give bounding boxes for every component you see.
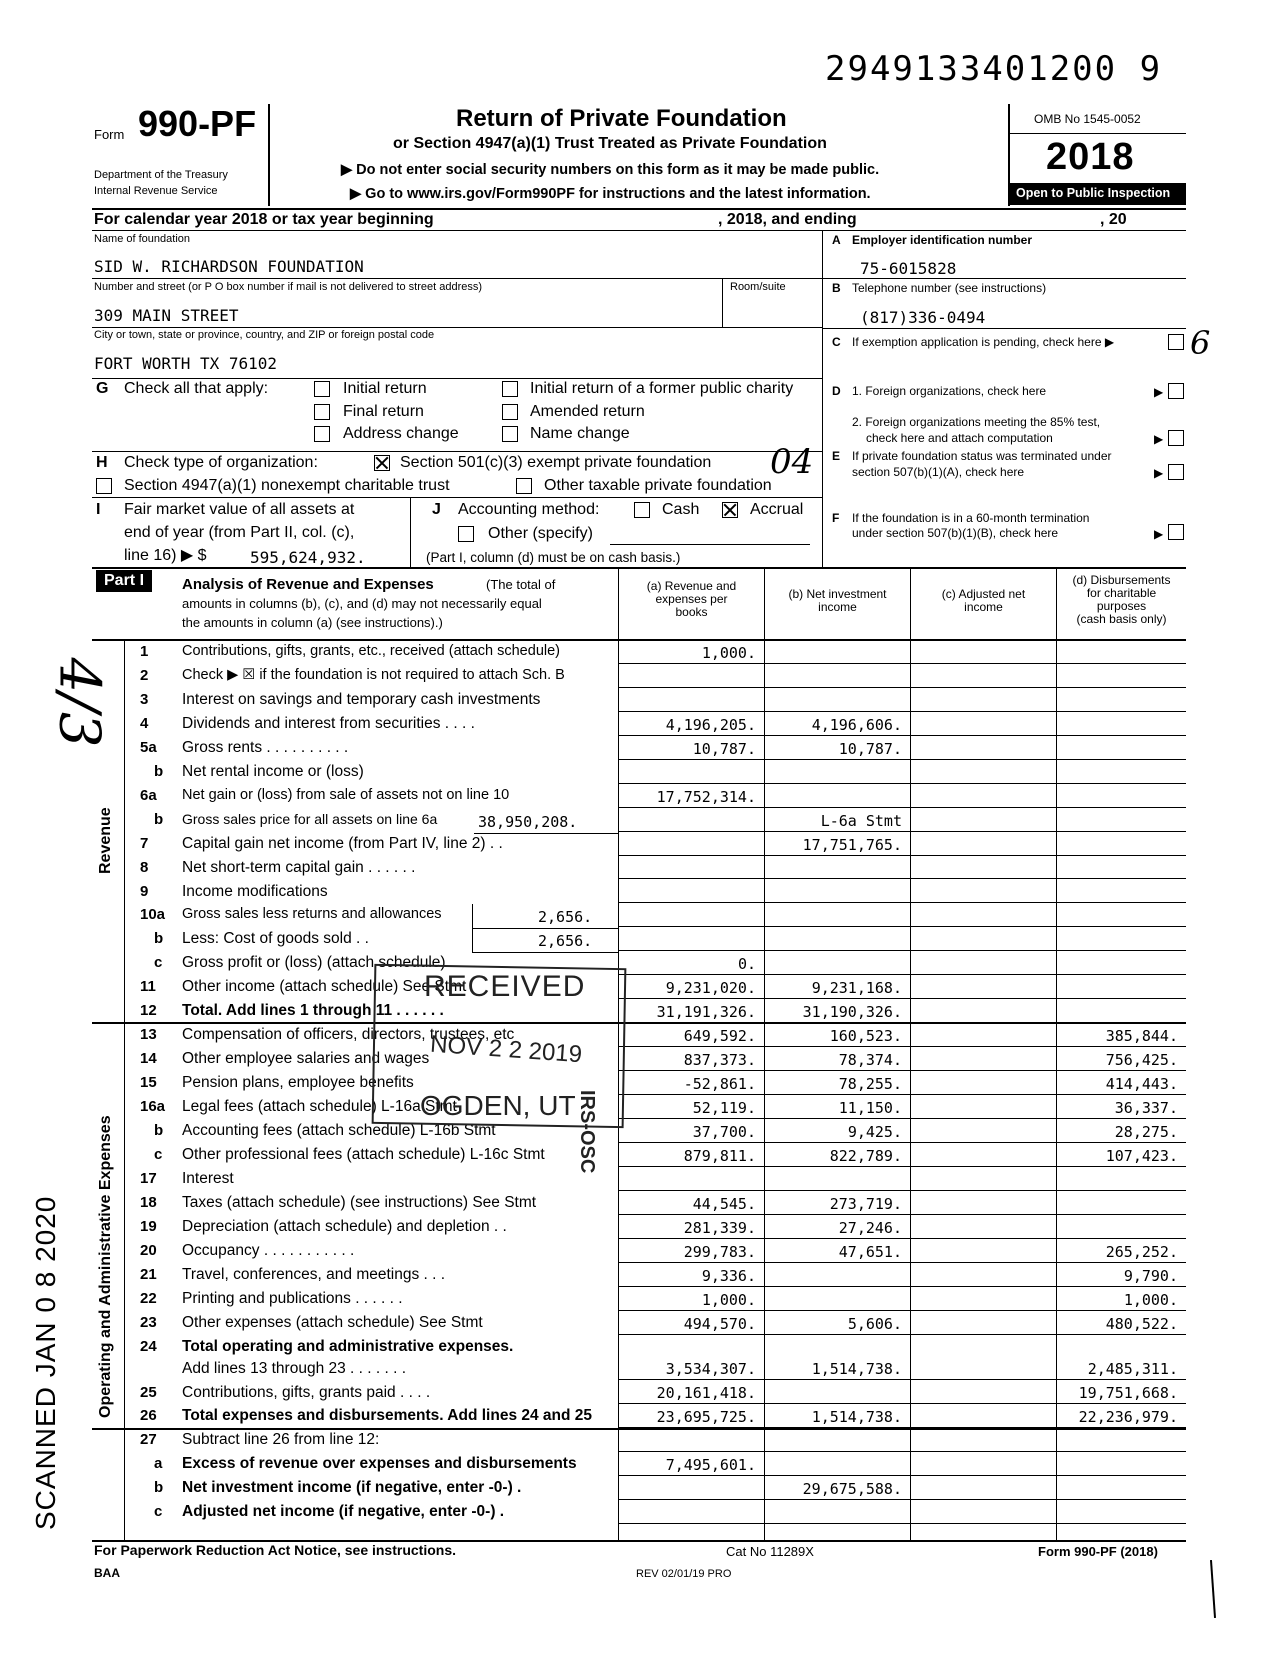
row-label: Excess of revenue over expenses and disbursements bbox=[182, 1455, 577, 1473]
row-label: Pension plans, employee benefits bbox=[182, 1074, 414, 1092]
table-row bbox=[0, 1167, 1280, 1191]
row-label: Net rental income or (loss) bbox=[182, 762, 364, 780]
row-number: 8 bbox=[140, 858, 149, 876]
ein-letter: A bbox=[832, 233, 841, 247]
cell-col-a: 281,339. bbox=[683, 1218, 756, 1237]
cell-col-a: 1,000. bbox=[701, 643, 756, 662]
row-number: 23 bbox=[140, 1313, 157, 1331]
g-letter: G bbox=[96, 380, 109, 397]
cell-col-b: L-6a Stmt bbox=[820, 811, 902, 830]
foreign-85-label-2: check here and attach computation bbox=[866, 431, 1053, 445]
cell-col-a: 23,695,725. bbox=[656, 1408, 756, 1427]
cell-col-a: 9,336. bbox=[701, 1266, 756, 1285]
row-number: c bbox=[154, 1145, 163, 1163]
name-of-foundation-label: Name of foundation bbox=[94, 233, 191, 245]
row-number: b bbox=[154, 930, 164, 948]
table-row bbox=[0, 856, 1280, 880]
exemption-pending-checkbox[interactable] bbox=[1168, 334, 1184, 350]
row-number: 27 bbox=[140, 1431, 157, 1449]
cell-col-a: 7,495,601. bbox=[665, 1456, 756, 1475]
cell-col-b: 160,523. bbox=[829, 1027, 902, 1046]
table-row bbox=[0, 975, 1280, 999]
foreign-org-label: 1. Foreign organizations, check here bbox=[852, 384, 1047, 398]
table-row bbox=[0, 1476, 1280, 1500]
row-number: 12 bbox=[140, 1002, 157, 1020]
catalog-number: Cat No 11289X bbox=[726, 1544, 814, 1559]
other-method-label: Other (specify) bbox=[488, 525, 593, 542]
calendar-year-end: , 20 bbox=[1100, 211, 1127, 228]
initial-former-label: Initial return of a former public charity bbox=[530, 380, 794, 397]
accrual-label: Accrual bbox=[750, 501, 804, 518]
cell-col-a: 0. bbox=[737, 955, 756, 974]
row-label: Check ▶ ☒ if the foundation is not required to attach Sch. B bbox=[182, 666, 565, 683]
omb-number: OMB No 1545-0052 bbox=[1034, 112, 1141, 126]
foreign-85-label-1: 2. Foreign organizations meeting the 85% test, bbox=[852, 415, 1101, 429]
row-number: 5a bbox=[140, 738, 157, 756]
row-number: c bbox=[154, 1503, 163, 1521]
f-arrow: ▶ bbox=[1154, 527, 1164, 541]
cell-col-b: 273,719. bbox=[829, 1194, 902, 1213]
row-label: Depreciation (attach schedule) and depletion . . bbox=[182, 1217, 507, 1235]
table-row bbox=[0, 1428, 1280, 1452]
ein-value: 75-6015828 bbox=[860, 259, 957, 278]
table-row bbox=[0, 688, 1280, 712]
cell-col-d: 480,522. bbox=[1105, 1314, 1178, 1333]
received-stamp-ogden: OGDEN, UT bbox=[420, 1090, 576, 1121]
part-i-desc-1: (The total of bbox=[486, 577, 556, 592]
row-number: 10a bbox=[140, 906, 166, 924]
row-number: 1 bbox=[140, 643, 149, 660]
table-row bbox=[0, 784, 1280, 808]
row-number: 15 bbox=[140, 1074, 157, 1092]
row-label: Net short-term capital gain . . . . . . bbox=[182, 858, 416, 876]
sixty-month-checkbox[interactable] bbox=[1168, 524, 1184, 540]
address-change-label: Address change bbox=[343, 425, 459, 442]
row-label: Gross profit or (loss) (attach schedule) bbox=[182, 954, 446, 972]
city-label: City or town, state or province, country, and ZIP or foreign postal code bbox=[94, 329, 435, 341]
c-letter: C bbox=[832, 335, 841, 349]
cell-col-a: 20,161,418. bbox=[656, 1384, 756, 1403]
row-label: Gross rents . . . . . . . . . . bbox=[182, 738, 349, 756]
cell-col-b: 11,150. bbox=[838, 1098, 902, 1117]
table-row bbox=[0, 1452, 1280, 1476]
cell-col-b: 1,514,738. bbox=[811, 1360, 902, 1379]
table-row bbox=[0, 640, 1280, 664]
cell-col-d: 9,790. bbox=[1123, 1266, 1178, 1285]
city-state-zip: FORT WORTH TX 76102 bbox=[94, 354, 278, 373]
e-arrow: ▶ bbox=[1154, 466, 1164, 480]
e-letter: E bbox=[832, 449, 841, 463]
cell-col-a: 879,811. bbox=[683, 1146, 756, 1165]
table-row bbox=[0, 1215, 1280, 1239]
table-row bbox=[0, 999, 1280, 1023]
row-label-continued: Add lines 13 through 23 . . . . . . . bbox=[182, 1359, 407, 1377]
col-b-header: (b) Net investment income bbox=[788, 587, 887, 614]
cell-col-d: 385,844. bbox=[1105, 1027, 1178, 1046]
final-return-label: Final return bbox=[343, 403, 424, 420]
scanned-stamp: SCANNED JAN 0 8 2020 bbox=[30, 1195, 61, 1530]
part-i-tag: Part I bbox=[96, 570, 152, 592]
cell-col-b: 27,246. bbox=[838, 1218, 902, 1237]
row-label: Taxes (attach schedule) (see instructions) See Stmt bbox=[182, 1193, 537, 1211]
row-number: 19 bbox=[140, 1217, 157, 1235]
initial-return-checkbox[interactable] bbox=[314, 381, 330, 397]
col-c-header: (c) Adjusted net income bbox=[941, 587, 1026, 614]
cell-col-d: 756,425. bbox=[1105, 1051, 1178, 1070]
cell-col-b: 47,651. bbox=[838, 1242, 902, 1261]
initial-return-label: Initial return bbox=[343, 380, 427, 397]
sixty-month-label-1: If the foundation is in a 60-month termination bbox=[852, 511, 1090, 525]
section-501c3-label: Section 501(c)(3) exempt private foundation bbox=[400, 454, 712, 471]
h-label: Check type of organization: bbox=[124, 454, 318, 471]
accrual-checkbox[interactable] bbox=[722, 502, 738, 518]
row-number: 13 bbox=[140, 1026, 157, 1044]
instructions-notice: ▶ Go to www.irs.gov/Form990PF for instructions and the latest information. bbox=[350, 186, 871, 202]
cash-checkbox[interactable] bbox=[634, 502, 650, 518]
exemption-pending-label: If exemption application is pending, check here ▶ bbox=[852, 335, 1115, 349]
section-501c3-checkbox[interactable] bbox=[374, 455, 390, 471]
cell-col-b: 10,787. bbox=[838, 739, 902, 758]
table-row bbox=[0, 903, 1280, 927]
table-row bbox=[0, 1381, 1280, 1405]
col-a-header: (a) Revenue and expenses per books bbox=[646, 579, 737, 619]
row-label: Occupancy . . . . . . . . . . . bbox=[182, 1241, 355, 1259]
phone-label: Telephone number (see instructions) bbox=[852, 281, 1047, 295]
phone-letter: B bbox=[832, 281, 841, 295]
received-stamp-text: RECEIVED bbox=[424, 970, 586, 1003]
row-label: Printing and publications . . . . . . bbox=[182, 1289, 403, 1307]
row-label: Contributions, gifts, grants, etc., received (attach schedule) bbox=[182, 643, 560, 659]
row-label: Legal fees (attach schedule) L-16a Stmt bbox=[182, 1098, 457, 1116]
cell-col-d: 36,337. bbox=[1114, 1098, 1178, 1117]
cell-col-a: 10,787. bbox=[692, 739, 756, 758]
address-change-checkbox[interactable] bbox=[314, 426, 330, 442]
irs-osc-stamp: IRS-OSC bbox=[576, 1090, 598, 1174]
baa-label: BAA bbox=[94, 1566, 120, 1580]
cell-col-b: 1,514,738. bbox=[811, 1408, 902, 1427]
table-row bbox=[0, 808, 1280, 832]
row-number: 2 bbox=[140, 666, 149, 684]
row-number: b bbox=[154, 1479, 164, 1497]
cell-col-a: 299,783. bbox=[683, 1242, 756, 1261]
cash-basis-note: (Part I, column (d) must be on cash basis.) bbox=[426, 550, 681, 565]
document-locator-number: 2949133401200 9 bbox=[825, 49, 1163, 89]
table-row bbox=[0, 1047, 1280, 1071]
cell-col-d: 107,423. bbox=[1105, 1146, 1178, 1165]
row-label: Less: Cost of goods sold . . bbox=[182, 930, 369, 948]
table-row bbox=[0, 1287, 1280, 1311]
cell-col-b: 5,606. bbox=[847, 1314, 902, 1333]
table-row bbox=[0, 1095, 1280, 1119]
cell-col-d: 1,000. bbox=[1123, 1290, 1178, 1309]
row-label: Gross sales price for all assets on line 6a bbox=[182, 810, 438, 827]
status-terminated-checkbox[interactable] bbox=[1168, 464, 1184, 480]
status-terminated-label-2: section 507(b)(1)(A), check here bbox=[852, 465, 1025, 479]
cell-col-b: 78,374. bbox=[838, 1051, 902, 1070]
table-row bbox=[0, 880, 1280, 904]
cell-col-a: 9,231,020. bbox=[665, 979, 756, 998]
row-number: 26 bbox=[140, 1407, 157, 1425]
phone-value: (817)336-0494 bbox=[860, 308, 986, 327]
d2-arrow: ▶ bbox=[1154, 432, 1164, 446]
cell-col-b: 29,675,588. bbox=[802, 1480, 902, 1499]
row-label: Other expenses (attach schedule) See Stmt bbox=[182, 1313, 483, 1331]
cell-col-b: 78,255. bbox=[838, 1075, 902, 1094]
table-row bbox=[0, 927, 1280, 951]
cell-col-a: 52,119. bbox=[692, 1098, 756, 1117]
name-change-label: Name change bbox=[530, 425, 630, 442]
table-row bbox=[0, 1239, 1280, 1263]
row-label: Other employee salaries and wages bbox=[182, 1050, 430, 1068]
table-row bbox=[0, 1191, 1280, 1215]
final-return-checkbox[interactable] bbox=[314, 404, 330, 420]
fmv-label-1: Fair market value of all assets at bbox=[124, 501, 355, 518]
row-label: Interest on savings and temporary cash investments bbox=[182, 690, 541, 708]
fmv-label-2: end of year (from Part II, col. (c), bbox=[124, 524, 355, 541]
table-row bbox=[0, 1023, 1280, 1047]
cell-col-d: 414,443. bbox=[1105, 1075, 1178, 1094]
line-10a-value: 2,656. bbox=[538, 908, 593, 926]
row-number: 21 bbox=[140, 1265, 157, 1283]
j-letter: J bbox=[432, 501, 441, 518]
row-label: Subtract line 26 from line 12: bbox=[182, 1431, 380, 1449]
cell-col-a: 44,545. bbox=[692, 1194, 756, 1213]
cell-col-b: 17,751,765. bbox=[802, 835, 902, 854]
cell-col-b: 9,231,168. bbox=[811, 979, 902, 998]
row-number: 14 bbox=[140, 1050, 157, 1068]
row-number: 9 bbox=[140, 882, 149, 900]
table-row bbox=[0, 1263, 1280, 1287]
row-label: Capital gain net income (from Part IV, line 2) . . bbox=[182, 834, 503, 852]
calendar-year-mid: , 2018, and ending bbox=[718, 211, 857, 228]
cell-col-a: 31,191,326. bbox=[656, 1003, 756, 1022]
foundation-name: SID W. RICHARDSON FOUNDATION bbox=[94, 257, 364, 276]
cell-col-b: 822,789. bbox=[829, 1146, 902, 1165]
cell-col-b: 4,196,606. bbox=[811, 715, 902, 734]
revision-label: REV 02/01/19 PRO bbox=[636, 1568, 732, 1580]
row-label: Net investment income (if negative, enter -0-) . bbox=[182, 1479, 522, 1497]
row-number: 17 bbox=[140, 1169, 157, 1187]
street-address: 309 MAIN STREET bbox=[94, 306, 239, 325]
amended-return-checkbox[interactable] bbox=[502, 404, 518, 420]
table-row bbox=[0, 1119, 1280, 1143]
cell-col-d: 265,252. bbox=[1105, 1242, 1178, 1261]
row-label: Adjusted net income (if negative, enter -0-) . bbox=[182, 1503, 505, 1521]
row-label: Compensation of officers, directors, trustees, etc bbox=[182, 1026, 515, 1044]
expenses-side-label: Operating and Administrative Expenses bbox=[97, 1115, 114, 1418]
row-number: b bbox=[154, 1122, 164, 1139]
cell-col-b: 9,425. bbox=[847, 1122, 902, 1141]
cell-col-d: 28,275. bbox=[1114, 1122, 1178, 1141]
status-terminated-label-1: If private foundation status was terminated under bbox=[852, 449, 1112, 463]
handwritten-413: 4/3 bbox=[46, 657, 112, 748]
paperwork-notice: For Paperwork Reduction Act Notice, see instructions. bbox=[94, 1542, 456, 1558]
department-label: Department of the Treasury bbox=[94, 169, 228, 181]
tax-year: 2018 bbox=[1046, 136, 1135, 178]
row-number: 4 bbox=[140, 714, 149, 732]
gross-sales-6b: 38,950,208. bbox=[478, 813, 578, 831]
fmv-label-3: line 16) ▶ $ bbox=[124, 547, 207, 564]
table-row bbox=[0, 1500, 1280, 1524]
row-label: Income modifications bbox=[182, 882, 328, 900]
part-i-title: Analysis of Revenue and Expenses bbox=[182, 576, 434, 593]
initial-former-checkbox[interactable] bbox=[502, 381, 518, 397]
row-label: Interest bbox=[182, 1169, 234, 1187]
section-4947-checkbox[interactable] bbox=[96, 478, 112, 494]
row-number: 25 bbox=[140, 1383, 157, 1401]
col-d-header: (d) Disbursements for charitable purposes (cash basis only) bbox=[1072, 573, 1171, 626]
foreign-85-checkbox[interactable] bbox=[1168, 430, 1184, 446]
street-label: Number and street (or P O box number if mail is not delivered to street address) bbox=[94, 281, 483, 293]
row-number: 3 bbox=[140, 690, 149, 708]
handwritten-04: 04 bbox=[770, 442, 814, 482]
cell-col-d: 2,485,311. bbox=[1087, 1360, 1178, 1379]
table-row bbox=[0, 712, 1280, 736]
row-number: 6a bbox=[140, 786, 157, 804]
name-change-checkbox[interactable] bbox=[502, 426, 518, 442]
other-taxable-checkbox[interactable] bbox=[516, 478, 532, 494]
row-number: 7 bbox=[140, 834, 149, 852]
section-4947-label: Section 4947(a)(1) nonexempt charitable trust bbox=[124, 477, 450, 494]
row-number: a bbox=[154, 1455, 163, 1473]
row-label: Accounting fees (attach schedule) L-16b Stmt bbox=[182, 1122, 496, 1139]
table-row bbox=[0, 664, 1280, 688]
row-label: Other professional fees (attach schedule) L-16c Stmt bbox=[182, 1145, 545, 1163]
table-row bbox=[0, 1404, 1280, 1428]
amended-return-label: Amended return bbox=[530, 403, 645, 420]
row-number: 16a bbox=[140, 1098, 166, 1116]
cell-col-a: 837,373. bbox=[683, 1051, 756, 1070]
other-method-checkbox[interactable] bbox=[458, 526, 474, 542]
cell-col-a: 494,570. bbox=[683, 1314, 756, 1333]
handwritten-6: 6 bbox=[1190, 324, 1211, 362]
row-number: b bbox=[154, 762, 164, 780]
irs-label: Internal Revenue Service bbox=[94, 185, 218, 197]
table-row bbox=[0, 760, 1280, 784]
table-row bbox=[0, 1071, 1280, 1095]
cell-col-a: 3,534,307. bbox=[665, 1360, 756, 1379]
f-letter: F bbox=[832, 511, 840, 525]
room-suite-label: Room/suite bbox=[730, 281, 786, 293]
form-footer: Form 990-PF (2018) bbox=[1038, 1544, 1158, 1559]
accounting-method-label: Accounting method: bbox=[458, 501, 600, 518]
row-label: Total. Add lines 1 through 11 . . . . . . bbox=[182, 1002, 444, 1020]
row-label: Total expenses and disbursements. Add lines 24 and 25 bbox=[182, 1407, 593, 1425]
form-subtitle: or Section 4947(a)(1) Trust Treated as Private Foundation bbox=[393, 135, 827, 152]
ssn-notice: ▶ Do not enter social security numbers on this form as it may be made public. bbox=[341, 162, 880, 178]
i-letter: I bbox=[96, 501, 101, 518]
row-label: Total operating and administrative expenses. bbox=[182, 1337, 514, 1355]
fmv-value: 595,624,932. bbox=[250, 548, 366, 567]
public-inspection-label: Open to Public Inspection bbox=[1016, 186, 1171, 200]
form-title: Return of Private Foundation bbox=[456, 105, 787, 132]
row-label: Net gain or (loss) from sale of assets not on line 10 bbox=[182, 786, 510, 803]
row-rule bbox=[618, 1523, 1186, 1524]
cell-col-a: 4,196,205. bbox=[665, 715, 756, 734]
d1-arrow: ▶ bbox=[1154, 385, 1164, 399]
row-label: Contributions, gifts, grants paid . . . . bbox=[182, 1383, 431, 1401]
cell-col-d: 19,751,668. bbox=[1078, 1384, 1178, 1403]
d-letter: D bbox=[832, 384, 841, 398]
calendar-year-label: For calendar year 2018 or tax year beginning bbox=[94, 211, 434, 228]
part-i-desc-2: amounts in columns (b), (c), and (d) may not necessarily equal bbox=[182, 596, 542, 611]
cell-col-a: 37,700. bbox=[692, 1122, 756, 1141]
cell-col-a: 1,000. bbox=[701, 1290, 756, 1309]
row-label: Gross sales less returns and allowances bbox=[182, 906, 442, 923]
row-label: Dividends and interest from securities . . . . bbox=[182, 714, 475, 732]
table-row bbox=[0, 1143, 1280, 1167]
row-number: b bbox=[154, 810, 164, 828]
row-label: Other income (attach schedule) See Stmt bbox=[182, 978, 467, 996]
row-label: Travel, conferences, and meetings . . . bbox=[182, 1265, 446, 1283]
row-number: 24 bbox=[140, 1337, 157, 1355]
cash-label: Cash bbox=[662, 501, 700, 518]
g-label: Check all that apply: bbox=[124, 380, 269, 397]
handwritten-mark bbox=[1210, 1560, 1216, 1618]
cell-col-b: 31,190,326. bbox=[802, 1003, 902, 1022]
cell-col-a: -52,861. bbox=[683, 1075, 756, 1094]
row-number: 20 bbox=[140, 1241, 157, 1259]
line-10b-value: 2,656. bbox=[538, 932, 593, 950]
table-row bbox=[0, 1335, 1280, 1381]
ein-label: Employer identification number bbox=[852, 233, 1033, 247]
foreign-org-checkbox[interactable] bbox=[1168, 383, 1184, 399]
cell-col-a: 17,752,314. bbox=[656, 787, 756, 806]
received-stamp-date: NOV 2 2 2019 bbox=[429, 1030, 583, 1069]
part-i-desc-3: the amounts in column (a) (see instructions).) bbox=[182, 615, 443, 630]
table-row bbox=[0, 951, 1280, 975]
sixty-month-label-2: under section 507(b)(1)(B), check here bbox=[852, 526, 1059, 540]
table-row bbox=[0, 1311, 1280, 1335]
cell-col-a: 649,592. bbox=[683, 1027, 756, 1046]
row-number: 11 bbox=[140, 978, 156, 996]
form-prefix: Form bbox=[94, 127, 125, 142]
table-row bbox=[0, 736, 1280, 760]
table-row bbox=[0, 832, 1280, 856]
revenue-side-label: Revenue bbox=[97, 807, 114, 874]
row-number: 18 bbox=[140, 1193, 157, 1211]
row-number: 22 bbox=[140, 1289, 157, 1307]
cell-col-d: 22,236,979. bbox=[1078, 1408, 1178, 1427]
h-letter: H bbox=[96, 454, 108, 471]
other-taxable-label: Other taxable private foundation bbox=[544, 477, 772, 494]
row-number: c bbox=[154, 954, 163, 972]
form-number: 990-PF bbox=[138, 103, 257, 144]
